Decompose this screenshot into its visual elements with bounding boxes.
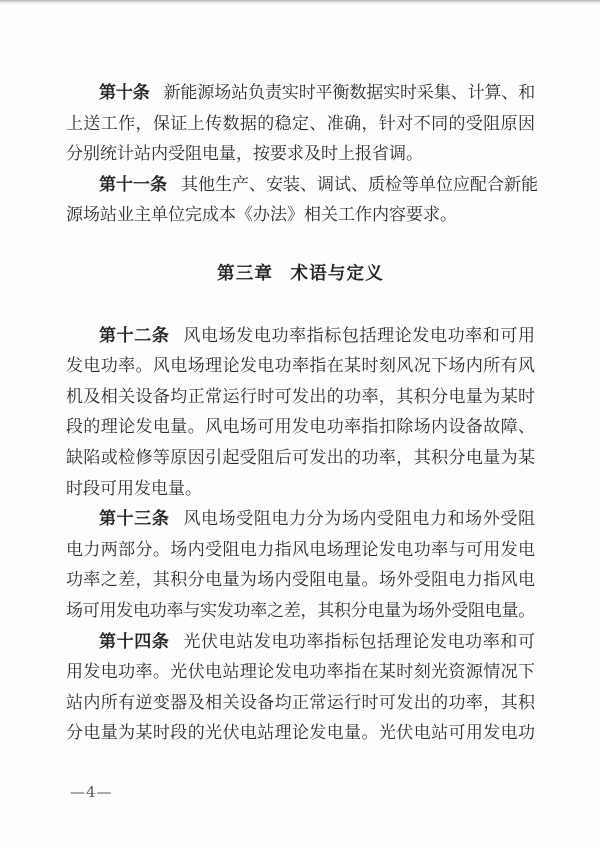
- article-text: 其他生产、安装、调试、质检等单位应配合新能: [181, 174, 538, 195]
- article-line: 站内所有逆变器及相关设备均正常运行时可发出的功率，其积: [66, 692, 535, 713]
- article-line: [66, 170, 538, 201]
- article-line: 段的理论发电量。风电场可用发电功率指扣除场内设备故障、: [66, 417, 535, 438]
- article-text: 风电场受阻电力分为场内受阻电力和场外受阻: [183, 509, 536, 530]
- page-number: —4—: [70, 783, 113, 801]
- chapter-heading: 第三章 术语与定义: [217, 263, 384, 284]
- article-line: 上送工作，保证上传数据的稳定、准确，针对不同的受阻原因: [66, 113, 535, 134]
- article-line: 电力两部分。场内受阻电力指风电场理论发电功率与可用发电: [66, 539, 535, 560]
- article-term: 第十三条: [99, 509, 170, 530]
- article-12: [66, 321, 535, 505]
- article-line: 时段可用发电量。: [66, 478, 202, 499]
- article-line: [66, 78, 535, 109]
- article-line: 功率之差，其积分电量为场内受阻电量。场外受阻电力指风电: [66, 570, 535, 591]
- article-text: 光伏电站发电功率指标包括理论发电功率和可: [183, 631, 536, 652]
- article-text: 风电场发电功率指标包括理论发电功率和可用: [183, 325, 536, 346]
- article-line: 机及相关设备均正常运行时可发出的功率，其积分电量为某时: [66, 386, 535, 407]
- article-term: 第十条: [99, 83, 150, 103]
- article-line: [66, 627, 535, 658]
- article-10: [66, 78, 535, 170]
- article-line: 用发电功率。光伏电站理论发电功率指在某时刻光资源情况下: [66, 662, 535, 683]
- article-13: [66, 504, 535, 626]
- article-term: 第十四条: [99, 631, 170, 652]
- article-14: [66, 627, 535, 749]
- article-term: 第十二条: [99, 325, 170, 346]
- article-line: 场可用发电功率与实发功率之差，其积分电量为场外受阻电量。: [66, 600, 535, 621]
- article-line: 缺陷或检修等原因引起受阻后可发出的功率，其积分电量为某: [66, 447, 535, 468]
- article-line: 分电量为某时段的光伏电站理论发电量。光伏电站可用发电功: [66, 723, 535, 744]
- article-11: [66, 170, 538, 231]
- article-line: [66, 504, 535, 535]
- article-term: 第十一条: [99, 174, 167, 195]
- document-body: [66, 78, 538, 749]
- article-line: [66, 321, 535, 352]
- article-line: 源场站业主单位完成本《办法》相关工作内容要求。: [66, 205, 457, 226]
- scan-edge-artifact: [0, 0, 600, 5]
- article-line: 分别统计站内受阻电量，按要求及时上报省调。: [66, 144, 423, 165]
- article-line: 发电功率。风电场理论发电功率指在某时刻风况下场内所有风: [66, 356, 535, 377]
- article-text: 新能源场站负责实时平衡数据实时采集、计算、和: [163, 83, 535, 103]
